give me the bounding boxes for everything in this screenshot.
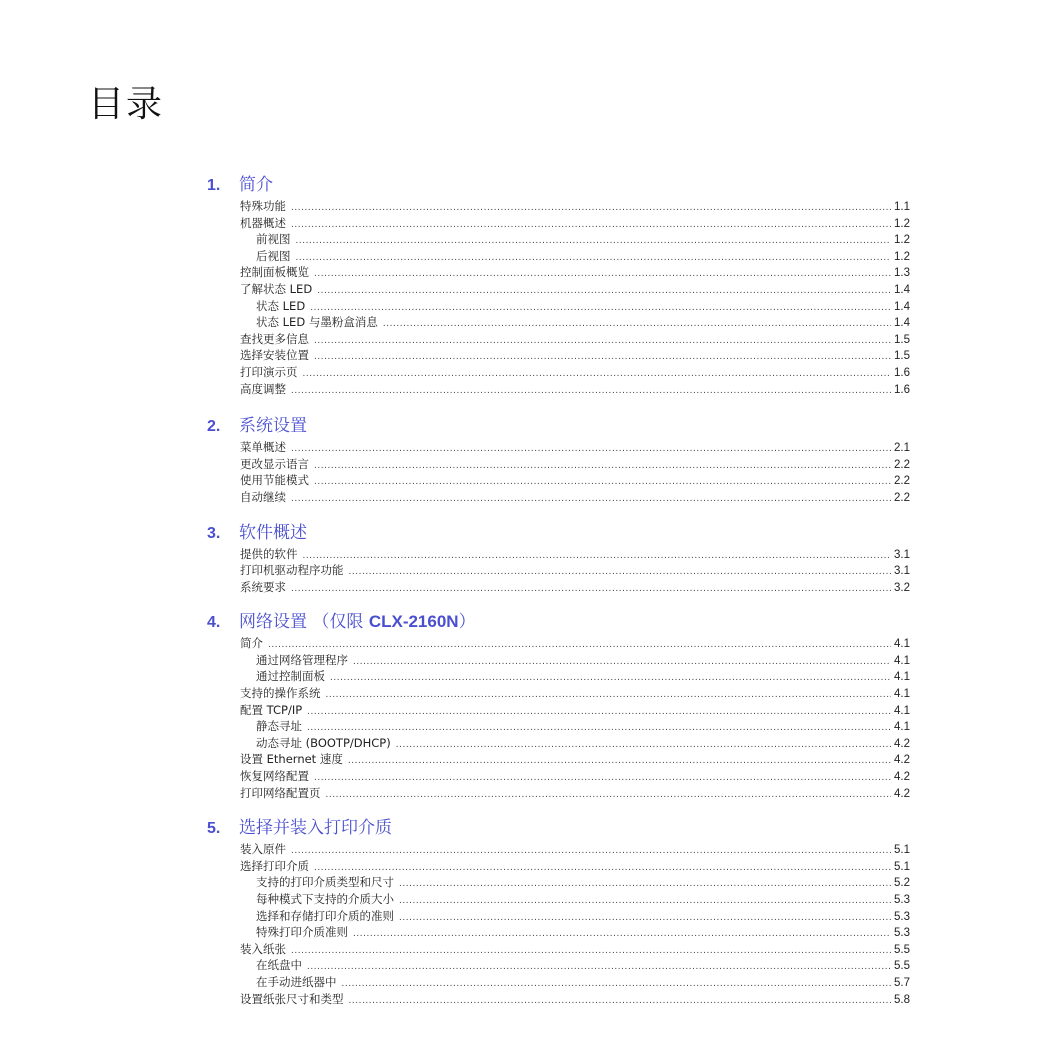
chapter-heading[interactable] — [207, 813, 910, 841]
entry-page: 3.1 — [894, 548, 910, 561]
toc-subentry[interactable] — [207, 924, 910, 941]
chapter-number: 2. — [207, 418, 221, 436]
entry-label: 机器概述 — [240, 215, 286, 230]
entry-page: 4.2 — [894, 771, 910, 784]
toc-subentry[interactable] — [207, 908, 910, 925]
dot-leader — [349, 564, 892, 581]
entry-page: 1.3 — [894, 267, 910, 280]
dot-leader — [303, 548, 892, 565]
entry-label: 特殊打印介质准则 — [256, 925, 348, 940]
dot-leader — [326, 687, 892, 704]
entry-page: 4.1 — [894, 688, 910, 701]
entry-label: 设置纸张尺寸和类型 — [240, 991, 344, 1006]
dot-leader — [348, 753, 891, 770]
dot-leader — [303, 366, 892, 383]
entry-label: 状态 LED — [256, 298, 306, 313]
entry-page: 4.2 — [894, 737, 910, 750]
entry-page: 4.2 — [894, 787, 910, 800]
toc-entry[interactable] — [207, 702, 910, 719]
entry-label: 支持的打印介质类型和尺寸 — [256, 875, 394, 890]
dot-leader — [291, 943, 891, 960]
dot-leader — [296, 233, 892, 250]
dot-leader — [326, 787, 892, 804]
dot-leader — [291, 200, 891, 217]
dot-leader — [314, 860, 891, 877]
toc-entry[interactable] — [207, 489, 910, 506]
entry-label: 配置 TCP/IP — [240, 702, 303, 717]
toc-entry[interactable] — [207, 331, 910, 348]
dot-leader — [349, 993, 892, 1010]
dot-leader — [314, 474, 891, 491]
entry-page: 2.1 — [894, 442, 910, 455]
entry-label: 支持的操作系统 — [240, 686, 321, 701]
toc-subentry[interactable] — [207, 974, 910, 991]
entry-page: 1.5 — [894, 333, 910, 346]
entry-label: 在手动进纸器中 — [256, 974, 337, 989]
entry-page: 1.2 — [894, 234, 910, 247]
entry-label: 了解状态 LED — [240, 281, 313, 296]
toc-subentry[interactable] — [207, 957, 910, 974]
dot-leader — [307, 704, 891, 721]
chapter-5 — [207, 813, 910, 1007]
dot-leader — [291, 581, 891, 598]
entry-label: 更改显示语言 — [240, 456, 309, 471]
chapter-number: 3. — [207, 524, 221, 542]
entry-page: 2.2 — [894, 458, 910, 471]
entry-page: 5.7 — [894, 976, 910, 989]
entry-page: 1.4 — [894, 300, 910, 313]
toc-entry[interactable] — [207, 264, 910, 281]
toc-subentry[interactable] — [207, 735, 910, 752]
toc-entry[interactable] — [207, 841, 910, 858]
dot-leader — [353, 654, 891, 671]
entry-page: 4.1 — [894, 671, 910, 684]
entry-label: 控制面板概览 — [240, 265, 309, 280]
toc-entry[interactable] — [207, 751, 910, 768]
toc-entry[interactable] — [207, 562, 910, 579]
dot-leader — [314, 770, 891, 787]
dot-leader — [291, 441, 891, 458]
toc-entry[interactable] — [207, 281, 910, 298]
entry-page: 4.1 — [894, 704, 910, 717]
entry-page: 3.1 — [894, 565, 910, 578]
toc-subentry[interactable] — [207, 718, 910, 735]
entry-label: 简介 — [240, 636, 263, 651]
chapter-number: 4. — [207, 614, 221, 632]
chapter-number: 1. — [207, 177, 221, 194]
toc-entry[interactable] — [207, 215, 910, 232]
entry-label: 选择和存储打印介质的准则 — [256, 908, 394, 923]
entry-label: 装入纸张 — [240, 941, 286, 956]
entry-label: 打印网络配置页 — [240, 785, 321, 800]
toc-entry[interactable] — [207, 347, 910, 364]
toc-subentry[interactable] — [207, 891, 910, 908]
chapter-3 — [207, 518, 910, 596]
entry-page: 4.2 — [894, 754, 910, 767]
chapter-title — [239, 607, 476, 632]
chapter-title-suffix: ） — [458, 612, 476, 633]
entry-page: 2.2 — [894, 491, 910, 504]
dot-leader — [307, 959, 891, 976]
toc-entry[interactable] — [207, 439, 910, 456]
model-name: CLX-2160N — [368, 612, 459, 632]
entry-label: 装入原件 — [240, 842, 286, 857]
entry-page: 5.1 — [894, 860, 910, 873]
entry-page: 5.2 — [894, 877, 910, 890]
toc-entry[interactable] — [207, 198, 910, 215]
entry-page: 1.1 — [894, 201, 910, 213]
dot-leader — [310, 300, 891, 317]
dot-leader — [268, 637, 891, 654]
entry-label: 打印机驱动程序功能 — [240, 563, 344, 578]
chapter-title: 选择并装入打印介质 — [239, 818, 392, 839]
toc-entry[interactable] — [207, 546, 910, 563]
entry-page: 5.5 — [894, 960, 910, 973]
toc-subentry[interactable] — [207, 652, 910, 669]
entry-page: 5.3 — [894, 927, 910, 940]
toc-subentry[interactable] — [207, 314, 910, 331]
entry-label: 特殊功能 — [240, 199, 286, 213]
dot-leader — [330, 670, 891, 687]
entry-label: 前视图 — [256, 232, 291, 247]
chapter-heading[interactable] — [207, 518, 910, 546]
toc-subentry[interactable] — [207, 298, 910, 315]
entry-label: 提供的软件 — [240, 546, 298, 561]
dot-leader — [314, 349, 891, 366]
entry-label: 状态 LED 与墨粉盒消息 — [256, 315, 378, 330]
toc-entry[interactable] — [207, 991, 910, 1008]
dot-leader — [399, 876, 891, 893]
entry-label: 在纸盘中 — [256, 958, 302, 973]
chapter-heading[interactable] — [207, 170, 910, 198]
dot-leader — [291, 843, 891, 860]
chapter-title: 简介 — [239, 175, 273, 195]
entry-label: 后视图 — [256, 248, 291, 263]
entry-page: 1.5 — [894, 350, 910, 363]
entry-label: 高度调整 — [240, 381, 286, 396]
chapter-heading[interactable] — [207, 411, 910, 439]
dot-leader — [314, 266, 891, 283]
chapter-title-prefix: 网络设置 （仅限 — [239, 612, 369, 633]
toc-entry[interactable] — [207, 456, 910, 473]
chapter-title: 软件概述 — [239, 522, 307, 543]
dot-leader — [353, 926, 891, 943]
entry-label: 打印演示页 — [240, 364, 298, 379]
toc-subentry[interactable] — [207, 248, 910, 265]
toc-entry[interactable] — [207, 685, 910, 702]
entry-page: 3.2 — [894, 581, 910, 594]
entry-label: 动态寻址 (BOOTP/DHCP) — [256, 735, 391, 750]
entry-page: 1.2 — [894, 250, 910, 263]
entry-page: 1.4 — [894, 283, 910, 296]
entry-page: 5.1 — [894, 844, 910, 857]
dot-leader — [291, 491, 891, 508]
entry-label: 使用节能模式 — [240, 473, 309, 488]
entry-label: 系统要求 — [240, 579, 286, 594]
page-title: 目录 — [88, 84, 165, 125]
toc-subentry[interactable] — [207, 231, 910, 248]
toc-entry[interactable] — [207, 579, 910, 596]
entry-page: 1.6 — [894, 383, 910, 396]
dot-leader — [399, 910, 891, 927]
table-of-contents — [207, 170, 910, 1019]
entry-page: 1.2 — [894, 217, 910, 230]
dot-leader — [314, 458, 891, 475]
toc-entry[interactable] — [207, 785, 910, 802]
entry-page: 1.4 — [894, 317, 910, 330]
toc-entry[interactable] — [207, 941, 910, 958]
toc-entry[interactable] — [207, 768, 910, 785]
entry-label: 通过控制面板 — [256, 669, 325, 684]
entry-page: 1.6 — [894, 366, 910, 379]
dot-leader — [307, 720, 891, 737]
entry-page: 4.1 — [894, 721, 910, 734]
entry-label: 通过网络管理程序 — [256, 652, 348, 667]
entry-label: 恢复网络配置 — [240, 769, 309, 784]
entry-label: 菜单概述 — [240, 440, 286, 455]
dot-leader — [396, 737, 891, 754]
entry-page: 5.5 — [894, 943, 910, 956]
entry-page: 4.1 — [894, 654, 910, 667]
dot-leader — [383, 316, 891, 333]
dot-leader — [291, 217, 891, 234]
chapter-1 — [207, 170, 910, 397]
chapter-number: 5. — [207, 820, 221, 838]
chapter-title: 系统设置 — [239, 416, 307, 437]
chapter-heading[interactable] — [207, 607, 910, 635]
toc-entry[interactable] — [207, 635, 910, 652]
dot-leader — [314, 333, 891, 350]
entry-label: 静态寻址 — [256, 719, 302, 734]
entry-label: 选择打印介质 — [240, 858, 309, 873]
entry-page: 5.8 — [894, 993, 910, 1006]
entry-label: 选择安装位置 — [240, 348, 309, 363]
chapter-4 — [207, 607, 910, 801]
toc-subentry[interactable] — [207, 668, 910, 685]
dot-leader — [296, 250, 892, 267]
toc-entry[interactable] — [207, 364, 910, 381]
entry-label: 每种模式下支持的介质大小 — [256, 892, 394, 906]
dot-leader — [342, 976, 892, 993]
toc-subentry[interactable] — [207, 874, 910, 891]
entry-label: 查找更多信息 — [240, 331, 309, 346]
toc-entry[interactable] — [207, 858, 910, 875]
dot-leader — [399, 893, 891, 910]
entry-page: 4.1 — [894, 638, 910, 651]
entry-page: 2.2 — [894, 475, 910, 488]
dot-leader — [317, 283, 891, 300]
dot-leader — [291, 383, 891, 400]
chapter-2 — [207, 411, 910, 505]
toc-entry[interactable] — [207, 472, 910, 489]
entry-label: 设置 Ethernet 速度 — [240, 752, 343, 767]
entry-page: 5.3 — [894, 910, 910, 923]
entry-page: 5.3 — [894, 894, 910, 906]
toc-entry[interactable] — [207, 381, 910, 398]
entry-label: 自动继续 — [240, 489, 286, 504]
